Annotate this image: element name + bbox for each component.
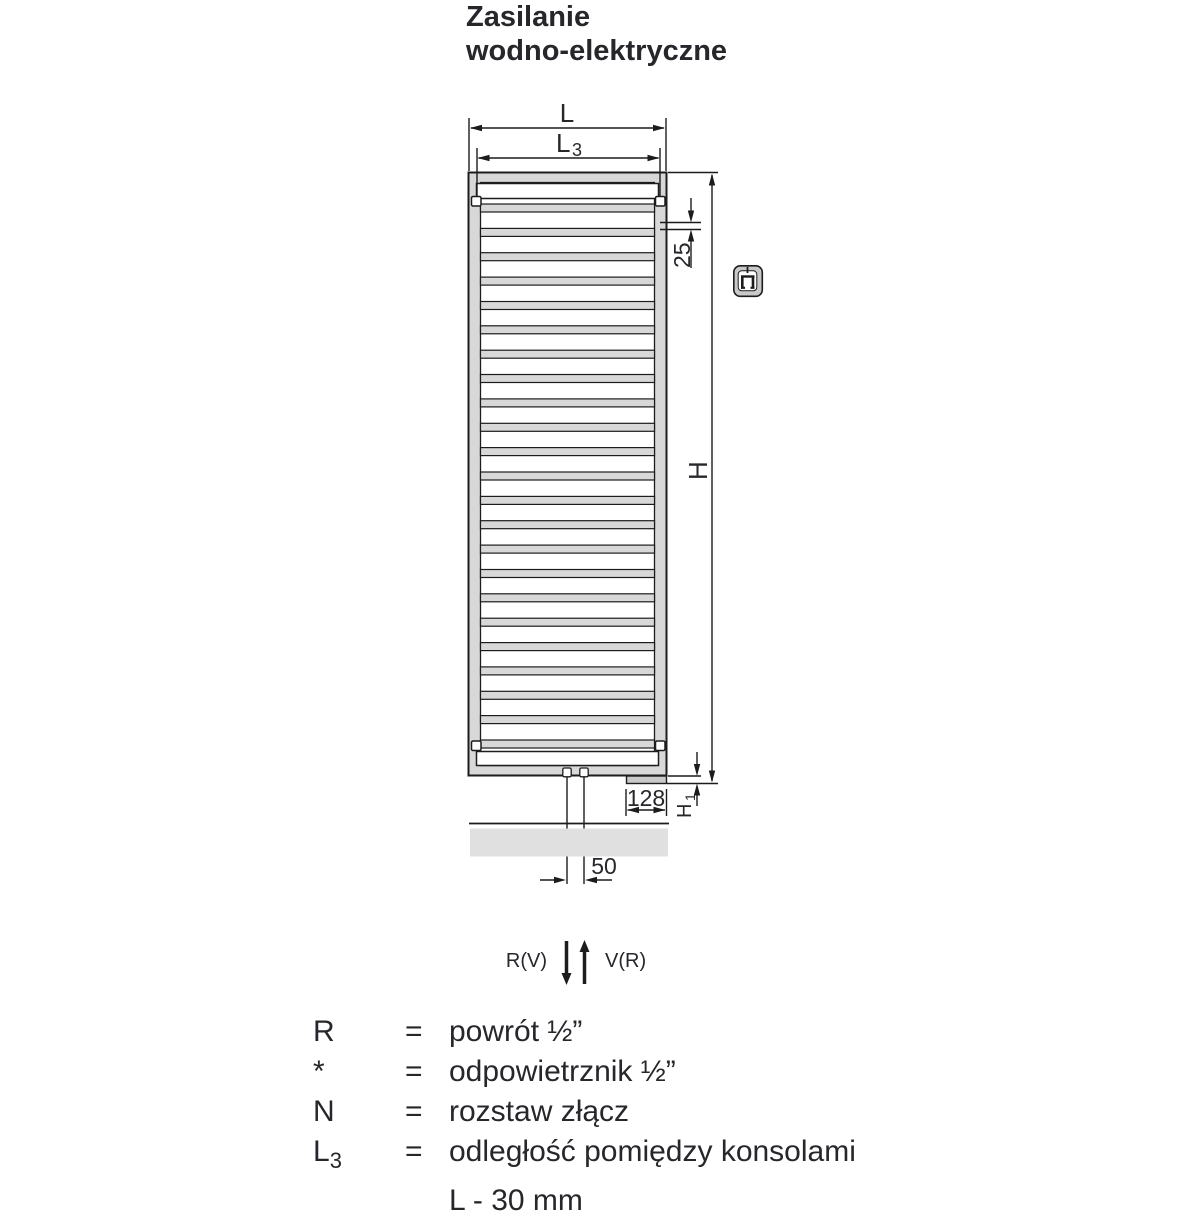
flow-direction <box>506 940 646 985</box>
top-header-tube <box>477 184 659 199</box>
electric-connection-icon <box>734 266 763 297</box>
legend-symbol: N <box>313 1095 335 1128</box>
radiator-tube <box>481 375 655 383</box>
legend-row <box>313 1052 1033 1092</box>
radiator-tube <box>481 448 655 456</box>
radiator-tube <box>481 521 655 529</box>
legend-row <box>313 1092 1033 1132</box>
title-line-1: Zasilanie <box>466 1 591 33</box>
dimension-50 <box>540 853 617 883</box>
radiator-tube <box>481 691 655 699</box>
legend-description: L - 30 mm <box>449 1184 583 1217</box>
radiator-tube <box>481 643 655 651</box>
radiator-tube <box>481 594 655 602</box>
dim-H-label: H <box>683 461 713 480</box>
return-connection-stub <box>563 768 571 777</box>
radiator-tube <box>481 545 655 553</box>
title-line-2: wodno-elektryczne <box>466 35 728 67</box>
legend-row <box>313 1012 1033 1052</box>
radiator-tube <box>481 326 655 334</box>
dimension-128 <box>626 785 667 816</box>
radiator-tube <box>481 472 655 480</box>
legend-row <box>313 1132 1033 1181</box>
dim-50-label: 50 <box>591 853 617 879</box>
bracket-bottom-left <box>472 741 482 751</box>
radiator-tube <box>481 423 655 431</box>
legend-description: powrót ½” <box>449 1015 583 1048</box>
radiator-tube <box>481 228 655 236</box>
legend-symbol: R <box>313 1015 335 1048</box>
radiator-drawing <box>469 173 670 885</box>
bracket-top-right <box>656 197 666 207</box>
legend-equals <box>405 1181 449 1221</box>
legend-symbol <box>313 1181 405 1221</box>
dimension-H1 <box>668 752 701 818</box>
legend-row <box>313 1181 1033 1221</box>
radiator-tube <box>481 496 655 504</box>
radiator-tube <box>481 570 655 578</box>
bottom-header-tube <box>477 752 659 766</box>
dim-L-label: L <box>559 98 575 128</box>
radiator-tube <box>481 399 655 407</box>
legend-equals: = <box>405 1095 423 1128</box>
flow-supply-label: V(R) <box>605 950 647 972</box>
radiator-tube <box>481 618 655 626</box>
dim-H1-subscript: 1 <box>682 793 698 801</box>
radiator-tube <box>481 253 655 261</box>
radiator-tube <box>481 277 655 285</box>
radiator-tube <box>481 716 655 724</box>
dim-25-label: 25 <box>669 242 695 268</box>
radiator-tube <box>481 350 655 358</box>
dim-L3-subscript: 3 <box>572 140 583 160</box>
legend-symbol: * <box>313 1055 325 1088</box>
supply-connection-stub <box>580 768 588 777</box>
tube-group <box>481 204 655 748</box>
dim-128-label: 128 <box>626 785 666 811</box>
radiator-tube <box>481 740 655 748</box>
legend-symbol: $L_3$ <box>313 1135 342 1173</box>
dim-H1-label: H <box>674 803 696 818</box>
legend <box>313 1012 1033 1221</box>
bracket-bottom-right <box>656 741 666 751</box>
floor-band <box>470 829 668 857</box>
heater-element-box <box>627 776 667 784</box>
legend-equals: = <box>405 1015 423 1048</box>
radiator-tube <box>481 667 655 675</box>
bracket-top-left <box>472 197 482 207</box>
legend-description: rozstaw złącz <box>449 1095 630 1128</box>
legend-description: odpowietrznik ½” <box>449 1055 676 1088</box>
radiator-tube <box>481 302 655 310</box>
flow-return-label: R(V) <box>505 950 547 972</box>
radiator-tube <box>481 204 655 212</box>
dim-L3-label: L <box>556 128 571 158</box>
legend-equals: = <box>405 1055 423 1088</box>
legend-description: odległość pomiędzy konsolami <box>449 1135 856 1168</box>
legend-equals: = <box>405 1135 423 1168</box>
